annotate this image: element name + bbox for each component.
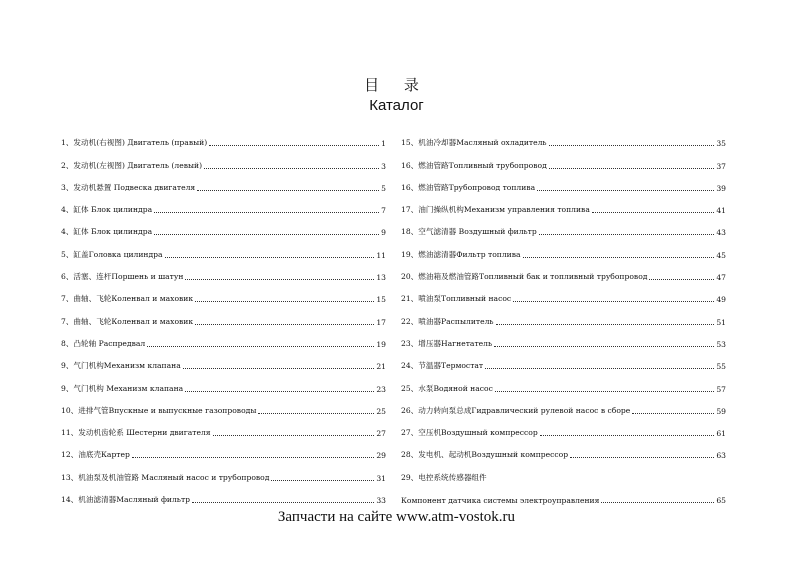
toc-entry-page: 19 bbox=[376, 339, 386, 349]
toc-entry-title: 22、喷油器Распылитель bbox=[401, 316, 494, 326]
toc-entry bbox=[401, 260, 726, 282]
toc-entry bbox=[61, 416, 386, 438]
toc-dot-leader bbox=[649, 279, 714, 280]
toc-entry bbox=[401, 416, 726, 438]
toc-entry bbox=[61, 438, 386, 460]
toc-dot-leader bbox=[485, 368, 714, 369]
toc-entry-title: 15、机油冷却器Масляный охладитель bbox=[401, 138, 547, 148]
toc-dot-leader bbox=[494, 346, 714, 347]
toc-dot-leader bbox=[185, 391, 374, 392]
toc-dot-leader bbox=[539, 234, 715, 235]
toc-entry bbox=[61, 237, 386, 259]
toc-dot-leader bbox=[537, 190, 714, 191]
toc-entry bbox=[401, 304, 726, 326]
toc-entry-page: 9 bbox=[381, 228, 386, 238]
toc-entry-title: 23、增压器Нагнетатель bbox=[401, 338, 493, 348]
toc-entry bbox=[401, 483, 726, 505]
toc-entry-title: 9、气门机构 Механизм клапана bbox=[61, 383, 184, 393]
page-title-russian: Каталог bbox=[369, 97, 424, 114]
toc-entry bbox=[401, 371, 726, 393]
toc-entry bbox=[61, 483, 386, 505]
toc-entry bbox=[401, 282, 726, 304]
toc-entry-page: 29 bbox=[376, 451, 386, 461]
toc-entry-title: 29、电控系统传感器组件 bbox=[401, 472, 487, 482]
page-title-chinese: 目 录 bbox=[364, 76, 429, 94]
toc-entry-title: 16、燃油管路Топливный трубопровод bbox=[401, 160, 547, 170]
toc-entry-page: 15 bbox=[376, 295, 386, 305]
toc-dot-leader bbox=[183, 368, 375, 369]
toc-dot-leader bbox=[185, 279, 374, 280]
toc-entry-title: 4、缸体 Блок цилиндра bbox=[61, 205, 153, 215]
toc-entry-title: 3、发动机悬置 Подвеска двигателя bbox=[61, 182, 196, 192]
toc-dot-leader bbox=[192, 502, 374, 503]
toc-entry bbox=[401, 327, 726, 349]
toc-entry-page: 53 bbox=[716, 339, 726, 349]
toc-entry bbox=[401, 171, 726, 193]
toc-dot-leader bbox=[549, 145, 715, 146]
toc-entry-page: 21 bbox=[376, 362, 386, 372]
toc-entry-page: 49 bbox=[716, 295, 726, 305]
toc-entry-page: 39 bbox=[716, 183, 726, 193]
toc-entry-title: 8、凸轮轴 Распредвал bbox=[61, 338, 146, 348]
toc-entry bbox=[401, 460, 726, 482]
toc-entry bbox=[61, 304, 386, 326]
toc-entry-page: 33 bbox=[376, 496, 386, 506]
toc-entry-page: 13 bbox=[376, 273, 386, 283]
toc-entry-page: 43 bbox=[716, 228, 726, 238]
toc-entry-title: 18、空气滤清器 Воздушный фильтр bbox=[401, 227, 537, 237]
toc-dot-leader bbox=[154, 212, 379, 213]
toc-entry bbox=[401, 193, 726, 215]
toc-entry-page: 37 bbox=[716, 161, 726, 171]
footer-website-text: Запчасти на сайте www.atm-vostok.ru bbox=[277, 509, 516, 525]
toc-entry bbox=[61, 349, 386, 371]
toc-entry-title: 19、燃油滤清器Фильтр топлива bbox=[401, 249, 521, 259]
toc-dot-leader bbox=[195, 301, 374, 302]
toc-entry-title: 11、发动机齿轮系 Шестерни двигателя bbox=[61, 428, 211, 438]
toc-entry bbox=[61, 148, 386, 170]
toc-entry-title: 17、油门操纵机构Механизм управления топлива bbox=[401, 205, 590, 215]
toc-entry-title: 7、曲轴、飞轮Коленвал и маховик bbox=[61, 294, 194, 304]
toc-dot-leader bbox=[496, 324, 715, 325]
toc-entry-page: 7 bbox=[381, 206, 386, 216]
toc-dot-leader bbox=[195, 324, 374, 325]
toc-entry-page: 11 bbox=[376, 250, 386, 260]
toc-dot-leader bbox=[132, 457, 374, 458]
toc-entry-title: 27、空压机Воздушный компрессор bbox=[401, 428, 538, 438]
toc-entry-title: 13、机油泵及机油管路 Масляный насос и трубопровод bbox=[61, 472, 270, 482]
toc-entry bbox=[401, 237, 726, 259]
toc-entry-title: Компонент датчика системы электроуправления bbox=[401, 496, 600, 506]
toc-entry bbox=[401, 349, 726, 371]
toc-dot-leader bbox=[570, 457, 714, 458]
toc-entry-title: 26、动力转向泵总成Гидравлический рулевой насос в сборе bbox=[401, 405, 631, 415]
toc-dot-leader bbox=[523, 257, 715, 258]
toc-entry-page: 61 bbox=[716, 429, 726, 439]
toc-entry-page: 41 bbox=[716, 206, 726, 216]
toc-entry bbox=[401, 394, 726, 416]
toc-entry bbox=[61, 327, 386, 349]
toc-dot-leader bbox=[197, 190, 379, 191]
toc-entry-title: 9、气门机构Механизм клапана bbox=[61, 361, 181, 371]
toc-entry-title: 6、活塞、连杆Поршень и шатун bbox=[61, 272, 184, 282]
toc-entry-page: 5 bbox=[381, 183, 386, 193]
toc-entry bbox=[61, 171, 386, 193]
toc-entry-page: 63 bbox=[716, 451, 726, 461]
toc-entry-page: 45 bbox=[716, 250, 726, 260]
toc-entry-title: 12、油底壳Картер bbox=[61, 450, 130, 460]
toc-entry-title: 25、水泵Водяной насос bbox=[401, 383, 493, 393]
toc-entry bbox=[401, 215, 726, 237]
toc-entry-title: 21、喷油泵Топливный насос bbox=[401, 294, 512, 304]
toc-dot-leader bbox=[154, 234, 379, 235]
toc-entry-page: 23 bbox=[376, 384, 386, 394]
toc-dot-leader bbox=[495, 391, 714, 392]
toc-entry-page: 47 bbox=[716, 273, 726, 283]
toc-entry bbox=[61, 371, 386, 393]
toc-entry bbox=[61, 215, 386, 237]
toc-dot-leader bbox=[592, 212, 714, 213]
toc-entry bbox=[401, 126, 726, 148]
toc-entry bbox=[61, 126, 386, 148]
toc-dot-leader bbox=[632, 413, 714, 414]
toc-dot-leader bbox=[258, 413, 374, 414]
toc-entry-title: 4、缸体 Блок цилиндра bbox=[61, 227, 153, 237]
toc-entry-page: 59 bbox=[716, 406, 726, 416]
toc-entry-page: 27 bbox=[376, 429, 386, 439]
toc-dot-leader bbox=[601, 502, 714, 503]
toc-entry-title: 10、进排气管Впускные и выпускные газопроводы bbox=[61, 405, 257, 415]
toc-dot-leader bbox=[147, 346, 374, 347]
toc-entry bbox=[61, 460, 386, 482]
toc-entry bbox=[61, 260, 386, 282]
toc-entry-title: 2、发动机(左视图) Двигатель (левый) bbox=[61, 160, 203, 170]
toc-entry-title: 20、燃油箱及燃油管路Топливный бак и топливный трубопровод bbox=[401, 272, 648, 282]
toc-entry bbox=[401, 438, 726, 460]
toc-dot-leader bbox=[513, 301, 714, 302]
toc-dot-leader bbox=[165, 257, 375, 258]
toc-dot-leader bbox=[549, 168, 715, 169]
toc-dot-leader bbox=[213, 435, 375, 436]
toc-entry-page: 3 bbox=[381, 161, 386, 171]
toc-right-column bbox=[401, 126, 726, 505]
toc-entry-title: 16、燃油管路Трубопровод топлива bbox=[401, 182, 536, 192]
toc-entry-page: 1 bbox=[381, 139, 386, 149]
toc-entry-page: 57 bbox=[716, 384, 726, 394]
toc-entry-title: 1、发动机(右视图) Двигатель (правый) bbox=[61, 138, 208, 148]
toc-dot-leader bbox=[209, 145, 379, 146]
toc-entry bbox=[61, 394, 386, 416]
toc-dot-leader bbox=[204, 168, 379, 169]
toc-entry bbox=[61, 193, 386, 215]
toc-entry-page: 55 bbox=[716, 362, 726, 372]
toc-entry-page: 17 bbox=[376, 317, 386, 327]
toc-entry-page: 25 bbox=[376, 406, 386, 416]
toc-dot-leader bbox=[540, 435, 715, 436]
toc-entry-title: 14、机油滤清器Масляный фильтр bbox=[61, 495, 191, 505]
toc-entry-page: 35 bbox=[716, 139, 726, 149]
toc-entry bbox=[401, 148, 726, 170]
toc-entry-page: 31 bbox=[376, 473, 386, 483]
toc-left-column bbox=[61, 126, 386, 505]
toc-entry-title: 24、节温器Термостат bbox=[401, 361, 484, 371]
toc-dot-leader bbox=[271, 480, 374, 481]
toc-entry-title: 5、缸盖Головка цилиндра bbox=[61, 249, 163, 259]
toc-entry-title: 7、曲轴、飞轮Коленвал и маховик bbox=[61, 316, 194, 326]
toc-entry bbox=[61, 282, 386, 304]
toc-entry-page: 51 bbox=[716, 317, 726, 327]
toc-entry-title: 28、发电机、起动机Воздушный компрессор bbox=[401, 450, 569, 460]
toc-entry-page: 65 bbox=[716, 496, 726, 506]
